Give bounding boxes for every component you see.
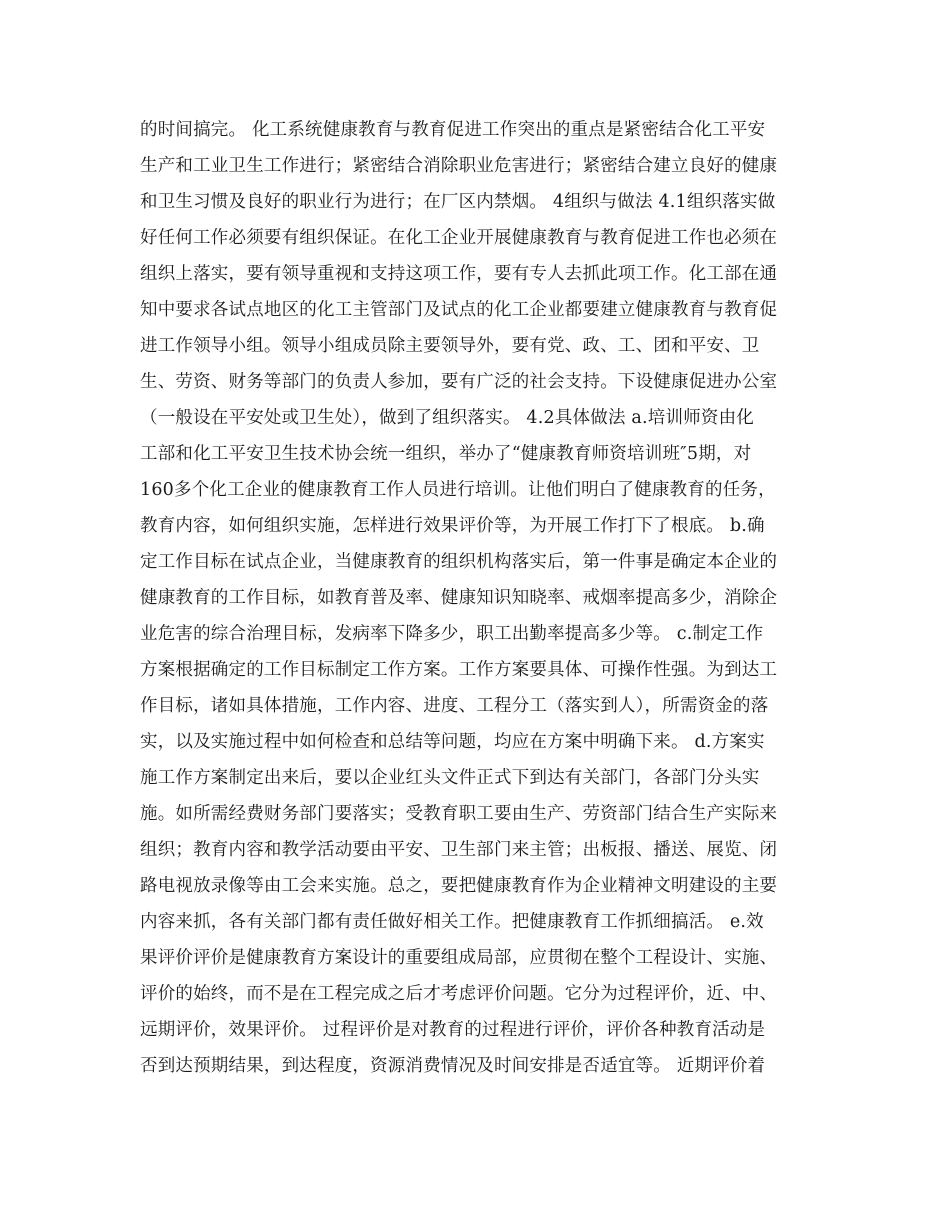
text-line: 作目标，诸如具体措施，工作内容、进度、工程分工（落实到人），所需资金的落 <box>140 696 769 716</box>
text-line: 的时间搞完。 化工系统健康教育与教育促进工作突出的重点是紧密结合化工平安 <box>140 120 766 140</box>
text-line: 内容来抓，各有关部门都有责任做好相关工作。把健康教育工作抓细搞活。 e.效 <box>140 912 764 932</box>
text-line: 进工作领导小组。领导小组成员除主要领导外，要有党、政、工、团和平安、卫 <box>140 336 760 356</box>
text-line: 方案根据确定的工作目标制定工作方案。工作方案要具体、可操作性强。为到达工 <box>140 660 778 680</box>
text-line: 160多个化工企业的健康教育工作人员进行培训。让他们明白了健康教育的任务， <box>140 480 776 500</box>
text-line: 生、劳资、财务等部门的负责人参加，要有广泛的社会支持。下设健康促进办公室 <box>140 372 778 392</box>
text-line: 好任何工作必须要有组织保证。在化工企业开展健康教育与教育促进工作也必须在 <box>140 228 778 248</box>
text-line: 工部和化工平安卫生技术协会统一组织，举办了“健康教育师资培训班″5期，对 <box>140 444 752 464</box>
text-line: 组织上落实，要有领导重视和支持这项工作，要有专人去抓此项工作。化工部在通 <box>140 264 778 284</box>
text-line: 远期评价，效果评价。 过程评价是对教育的过程进行评价，评价各种教育活动是 <box>140 1020 766 1040</box>
text-line: 定工作目标在试点企业，当健康教育的组织机构落实后，第一件事是确定本企业的 <box>140 552 778 572</box>
text-line: 知中要求各试点地区的化工主管部门及试点的化工企业都要建立健康教育与教育促 <box>140 300 778 320</box>
body-text <box>140 112 810 1084</box>
text-line: 和卫生习惯及良好的职业行为进行；在厂区内禁烟。 4组织与做法 4.1组织落实做 <box>140 192 776 212</box>
text-line: （一般设在平安处或卫生处），做到了组织落实。 4.2具体做法 a.培训师资由化 <box>140 408 754 428</box>
text-line: 实，以及实施过程中如何检查和总结等问题，均应在方案中明确下来。 d.方案实 <box>140 732 765 752</box>
text-line: 教育内容，如何组织实施，怎样进行效果评价等，为开展工作打下了根底。 b.确 <box>140 516 765 536</box>
text-line: 生产和工业卫生工作进行；紧密结合消除职业危害进行；紧密结合建立良好的健康 <box>140 156 778 176</box>
text-line: 施。如所需经费财务部门要落实；受教育职工要由生产、劳资部门结合生产实际来 <box>140 804 778 824</box>
text-line: 路电视放录像等由工会来实施。总之，要把健康教育作为企业精神文明建设的主要 <box>140 876 778 896</box>
text-line: 组织；教育内容和教学活动要由平安、卫生部门来主管；出板报、播送、展览、闭 <box>140 840 778 860</box>
text-line: 业危害的综合治理目标，发病率下降多少，职工出勤率提高多少等。 c.制定工作 <box>140 624 764 644</box>
text-line: 否到达预期结果，到达程度，资源消费情况及时间安排是否适宜等。 近期评价着 <box>140 1056 766 1076</box>
text-line: 评价的始终，而不是在工程完成之后才考虑评价问题。它分为过程评价，近、中、 <box>140 984 778 1004</box>
text-line: 果评价评价是健康教育方案设计的重要组成局部，应贯彻在整个工程设计、实施、 <box>140 948 778 968</box>
text-line: 施工作方案制定出来后，要以企业红头文件正式下到达有关部门，各部门分头实 <box>140 768 760 788</box>
text-line: 健康教育的工作目标，如教育普及率、健康知识知晓率、戒烟率提高多少，消除企 <box>140 588 778 608</box>
